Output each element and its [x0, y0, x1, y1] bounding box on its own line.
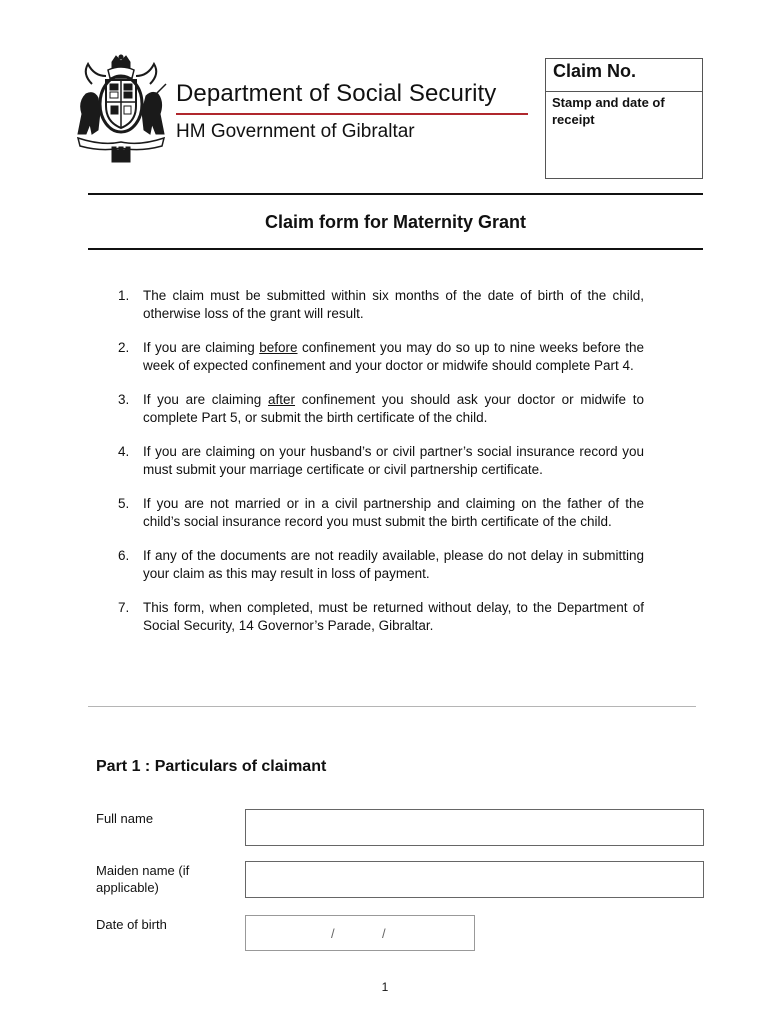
dob-label: Date of birth [96, 917, 167, 932]
full-name-field[interactable] [245, 809, 704, 846]
maiden-name-label: Maiden name (if applicable) [96, 863, 190, 895]
section-divider [88, 706, 696, 707]
claim-box-divider [545, 91, 703, 92]
stamp-receipt-label: Stamp and date of receipt [552, 95, 665, 127]
department-title: Department of Social Security [176, 80, 497, 107]
dob-field[interactable] [245, 915, 475, 951]
claim-number-label: Claim No. [553, 61, 637, 81]
instruction-item: 1. The claim must be submitted within six months of the date of birth of the child, otherwise loss of the grant will result. [118, 288, 644, 321]
full-name-label: Full name [96, 811, 154, 826]
instruction-item: 6. If any of the documents are not readily available, please do not delay in submitting your claim as this may result in loss of payment. [118, 548, 644, 581]
gibraltar-crest-icon [72, 54, 170, 164]
instruction-item: 7. This form, when completed, must be returned without delay, to the Department of Social Security, 14 Governor’s Parade, Gibraltar. [118, 600, 644, 633]
title-top-rule [88, 193, 703, 195]
instruction-item: 5. If you are not married or in a civil partnership and claiming on the father of the child’s social insurance record you must submit the birth certificate of the child. [118, 496, 644, 529]
dob-separator: / [331, 926, 335, 941]
instruction-item: 2. If you are claiming before confinement you may do so up to nine weeks before the week of expected confinement and your doctor or midwife should complete Part 4. [118, 340, 644, 373]
government-title: HM Government of Gibraltar [176, 121, 415, 142]
part1-title: Part 1 : Particulars of claimant [96, 758, 327, 775]
header-divider [176, 113, 528, 115]
title-bottom-rule [88, 248, 703, 250]
dob-separator: / [382, 926, 386, 941]
instruction-item: 3. If you are claiming after confinement you should ask your doctor or midwife to complete Part 5, or submit the birth certificate of the child. [118, 392, 644, 425]
maiden-name-field[interactable] [245, 861, 704, 898]
instruction-item: 4. If you are claiming on your husband’s or civil partner’s social insurance record you must submit your marriage certificate or civil partnership certificate. [118, 444, 644, 477]
form-title: Claim form for Maternity Grant [264, 212, 527, 232]
instructions-list [118, 287, 644, 651]
page-number: 1 [381, 980, 389, 994]
